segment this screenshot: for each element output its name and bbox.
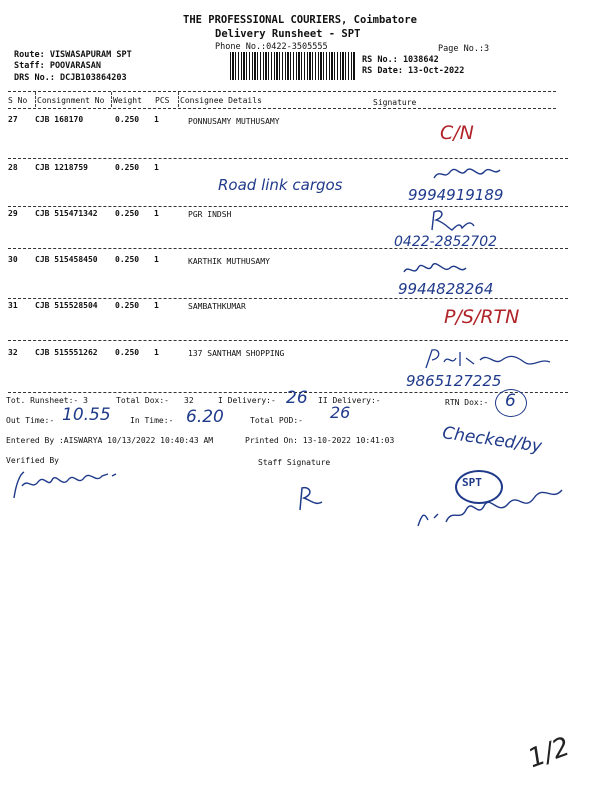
row-pcs: 1 xyxy=(154,348,159,357)
rs-number: RS No.: 1038642 xyxy=(362,55,439,65)
rtn-dox-value: 6 xyxy=(505,391,516,411)
total-runsheet: Tot. Runsheet:- 3 xyxy=(6,396,88,405)
row-sno: 30 xyxy=(8,255,18,264)
page-number: Page No.:3 xyxy=(438,44,490,54)
rs-date: RS Date: 13-Oct-2022 xyxy=(362,66,465,76)
column-divider xyxy=(178,92,179,107)
column-divider xyxy=(111,92,112,107)
ii-delivery-label: II Delivery:- xyxy=(318,396,381,405)
signature xyxy=(424,348,554,370)
row-pcs: 1 xyxy=(154,209,159,218)
signature xyxy=(402,262,468,278)
staff-signature-label: Staff Signature xyxy=(258,458,331,467)
row-consignment: CJB 515551262 xyxy=(35,348,98,357)
phone-number: Phone No.:0422-3505555 xyxy=(215,42,328,52)
row-pcs: 1 xyxy=(154,255,159,264)
total-pod-value: 26 xyxy=(330,403,351,422)
in-time-label: In Time:- xyxy=(130,416,174,425)
row-pcs: 1 xyxy=(154,301,159,310)
col-header-consignee: Consignee Details xyxy=(180,96,262,105)
row-consignment: CJB 168170 xyxy=(35,115,84,124)
row-sno: 32 xyxy=(8,348,18,357)
signature-note: P/S/RTN xyxy=(444,306,520,328)
signature-phone: 0422-2852702 xyxy=(394,234,498,250)
total-dox-label: Total Dox:- xyxy=(116,396,169,405)
col-header-consignment: Consignment No xyxy=(37,96,105,105)
company-title: THE PROFESSIONAL COURIERS, Coimbatore xyxy=(183,14,417,26)
rtn-dox-label: RTN Dox:- xyxy=(445,398,489,407)
printed-on: Printed On: 13-10-2022 10:41:03 xyxy=(245,436,395,445)
barcode xyxy=(230,52,356,80)
row-sno: 31 xyxy=(8,301,18,310)
drs-number: DRS No.: DCJB103864203 xyxy=(14,73,127,83)
divider xyxy=(8,108,556,109)
divider xyxy=(8,91,556,92)
col-header-signature: Signature xyxy=(373,98,417,107)
in-time-value: 6.20 xyxy=(186,407,224,427)
divider xyxy=(8,158,568,159)
row-pcs: 1 xyxy=(154,115,159,124)
staff-name: Staff: POOVARASAN xyxy=(14,61,101,71)
total-dox-value: 32 xyxy=(184,396,194,405)
row-weight: 0.250 xyxy=(115,163,140,172)
signature-phone: 9994919189 xyxy=(408,186,504,204)
column-divider xyxy=(35,92,36,107)
entered-by: Entered By :AISWARYA 10/13/2022 10:40:43 AM xyxy=(6,436,214,445)
out-time-label: Out Time:- xyxy=(6,416,55,425)
divider xyxy=(8,340,568,341)
staff-signature xyxy=(296,484,326,514)
signature-phone: 9944828264 xyxy=(398,280,494,298)
total-pod-label: Total POD:- xyxy=(250,416,303,425)
row-sno: 29 xyxy=(8,209,18,218)
row-consignee-handwritten: Road link cargos xyxy=(218,176,343,194)
runsheet-subtitle: Delivery Runsheet - SPT xyxy=(215,28,361,40)
col-header-pcs: PCS xyxy=(155,96,170,105)
out-time-value: 10.55 xyxy=(62,405,111,425)
row-consignee: SAMBATHKUMAR xyxy=(188,302,246,311)
divider xyxy=(8,298,568,299)
row-consignee: KARTHIK MUTHUSAMY xyxy=(188,257,270,266)
row-weight: 0.250 xyxy=(115,255,140,264)
signature xyxy=(432,166,502,182)
i-delivery-label: I Delivery:- xyxy=(218,396,276,405)
verifier-signature xyxy=(12,470,122,500)
stamp-text: SPT xyxy=(462,476,482,489)
row-consignment: CJB 515471342 xyxy=(35,209,98,218)
route: Route: VISWASAPURAM SPT xyxy=(14,50,132,60)
row-consignment: CJB 1218759 xyxy=(35,163,88,172)
row-weight: 0.250 xyxy=(115,209,140,218)
row-consignee: PGR INDSH xyxy=(188,210,232,219)
row-consignment: CJB 515528504 xyxy=(35,301,98,310)
divider xyxy=(8,206,568,207)
col-header-weight: Weight xyxy=(113,96,142,105)
checked-note: Checked/by xyxy=(441,423,544,457)
row-consignment: CJB 515458450 xyxy=(35,255,98,264)
row-consignee: 137 SANTHAM SHOPPING xyxy=(188,349,285,358)
row-sno: 27 xyxy=(8,115,18,124)
i-delivery-value: 26 xyxy=(286,388,308,408)
page-mark: 1/2 xyxy=(524,731,574,775)
divider xyxy=(8,248,568,249)
row-weight: 0.250 xyxy=(115,301,140,310)
row-pcs: 1 xyxy=(154,163,159,172)
signature-phone: 9865127225 xyxy=(406,372,502,390)
checker-signature xyxy=(412,478,572,528)
row-weight: 0.250 xyxy=(115,115,140,124)
row-weight: 0.250 xyxy=(115,348,140,357)
signature xyxy=(428,208,478,234)
signature-note: C/N xyxy=(440,122,474,144)
row-sno: 28 xyxy=(8,163,18,172)
row-consignee: PONNUSAMY MUTHUSAMY xyxy=(188,117,280,126)
col-header-sno: S No xyxy=(8,96,28,105)
verified-by-label: Verified By xyxy=(6,456,59,465)
